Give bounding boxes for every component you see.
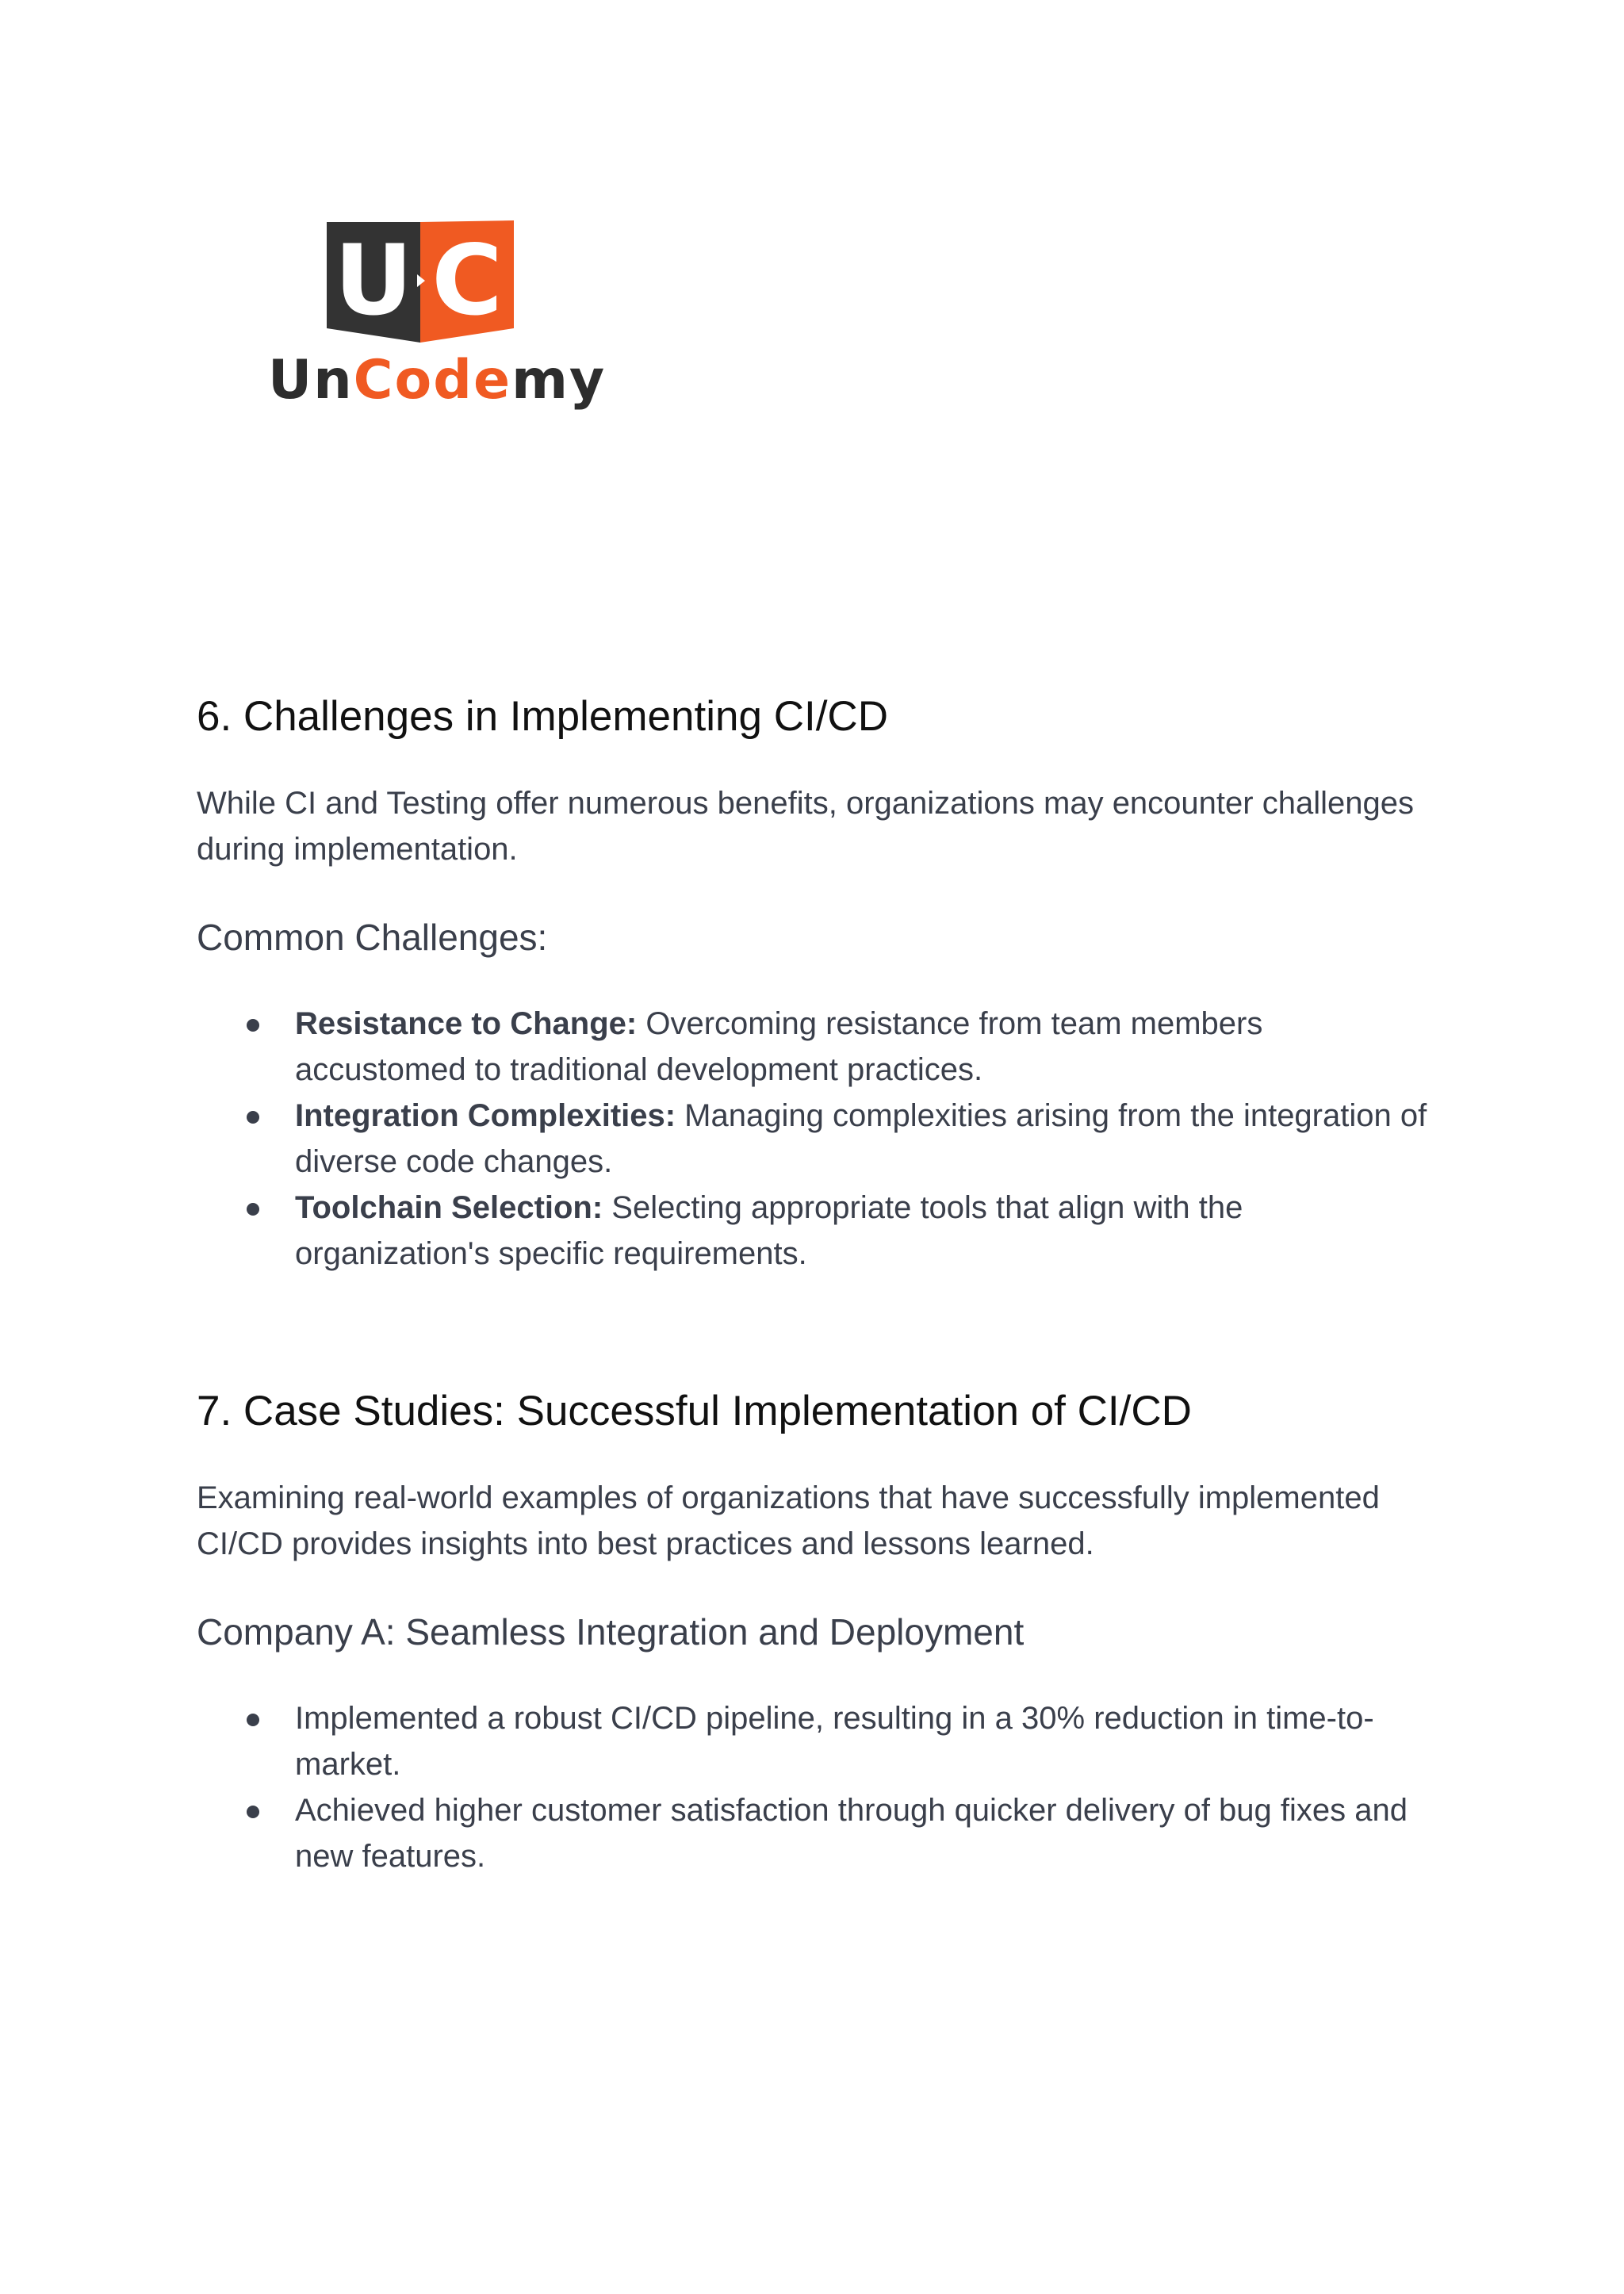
uncodemy-logo-wordmark [268, 349, 607, 412]
document-content [197, 690, 1434, 1879]
bullet-icon [247, 1806, 259, 1818]
logo-word-part: Un [268, 349, 354, 412]
list-item-text: Achieved higher customer satisfaction through quicker delivery of bug fixes and new features. [295, 1793, 1408, 1874]
bullet-icon [247, 1019, 259, 1032]
list-item-text: Overcoming resistance from team members accustomed to traditional development practices. [295, 1006, 1263, 1087]
uncodemy-logo-mark [327, 220, 514, 343]
challenges-list [197, 1001, 1434, 1277]
bullet-icon [247, 1111, 259, 1124]
list-item [197, 1093, 1434, 1185]
svg-text:U: U [334, 224, 413, 337]
company-a-results-list [197, 1695, 1434, 1879]
section-7-subheading: Company A: Seamless Integration and Deployment [197, 1611, 1025, 1653]
bullet-icon [247, 1714, 259, 1726]
list-item-text: Managing complexities arising from the integration of diverse code changes. [295, 1098, 1427, 1179]
list-item [197, 1787, 1434, 1879]
section-6-heading: 6. Challenges in Implementing CI/CD [197, 693, 888, 740]
list-item-text: Implemented a robust CI/CD pipeline, resulting in a 30% reduction in time-to-market. [295, 1701, 1374, 1782]
section-6-subheading: Common Challenges: [197, 917, 548, 958]
section-7-intro: Examining real-world examples of organizations that have successfully implemented CI/CD provides insights into best practices and lessons learned. [197, 1480, 1380, 1561]
list-item [197, 1695, 1434, 1787]
bullet-icon [247, 1203, 259, 1216]
list-item-term: Integration Complexities: [295, 1098, 676, 1133]
svg-text:C: C [431, 224, 503, 337]
section-6-intro: While CI and Testing offer numerous benefits, organizations may encounter challenges during implementation. [197, 786, 1414, 867]
logo-word-part: my [511, 349, 607, 412]
list-item [197, 1001, 1434, 1093]
logo-word-part: Code [353, 349, 512, 412]
uncodemy-logo [268, 220, 607, 419]
list-item-text: Selecting appropriate tools that align with the organization's specific requirements. [295, 1190, 1243, 1271]
list-item-term: Toolchain Selection: [295, 1190, 603, 1225]
section-7-heading: 7. Case Studies: Successful Implementation of CI/CD [197, 1388, 1192, 1434]
list-item [197, 1185, 1434, 1277]
list-item-term: Resistance to Change: [295, 1006, 638, 1041]
